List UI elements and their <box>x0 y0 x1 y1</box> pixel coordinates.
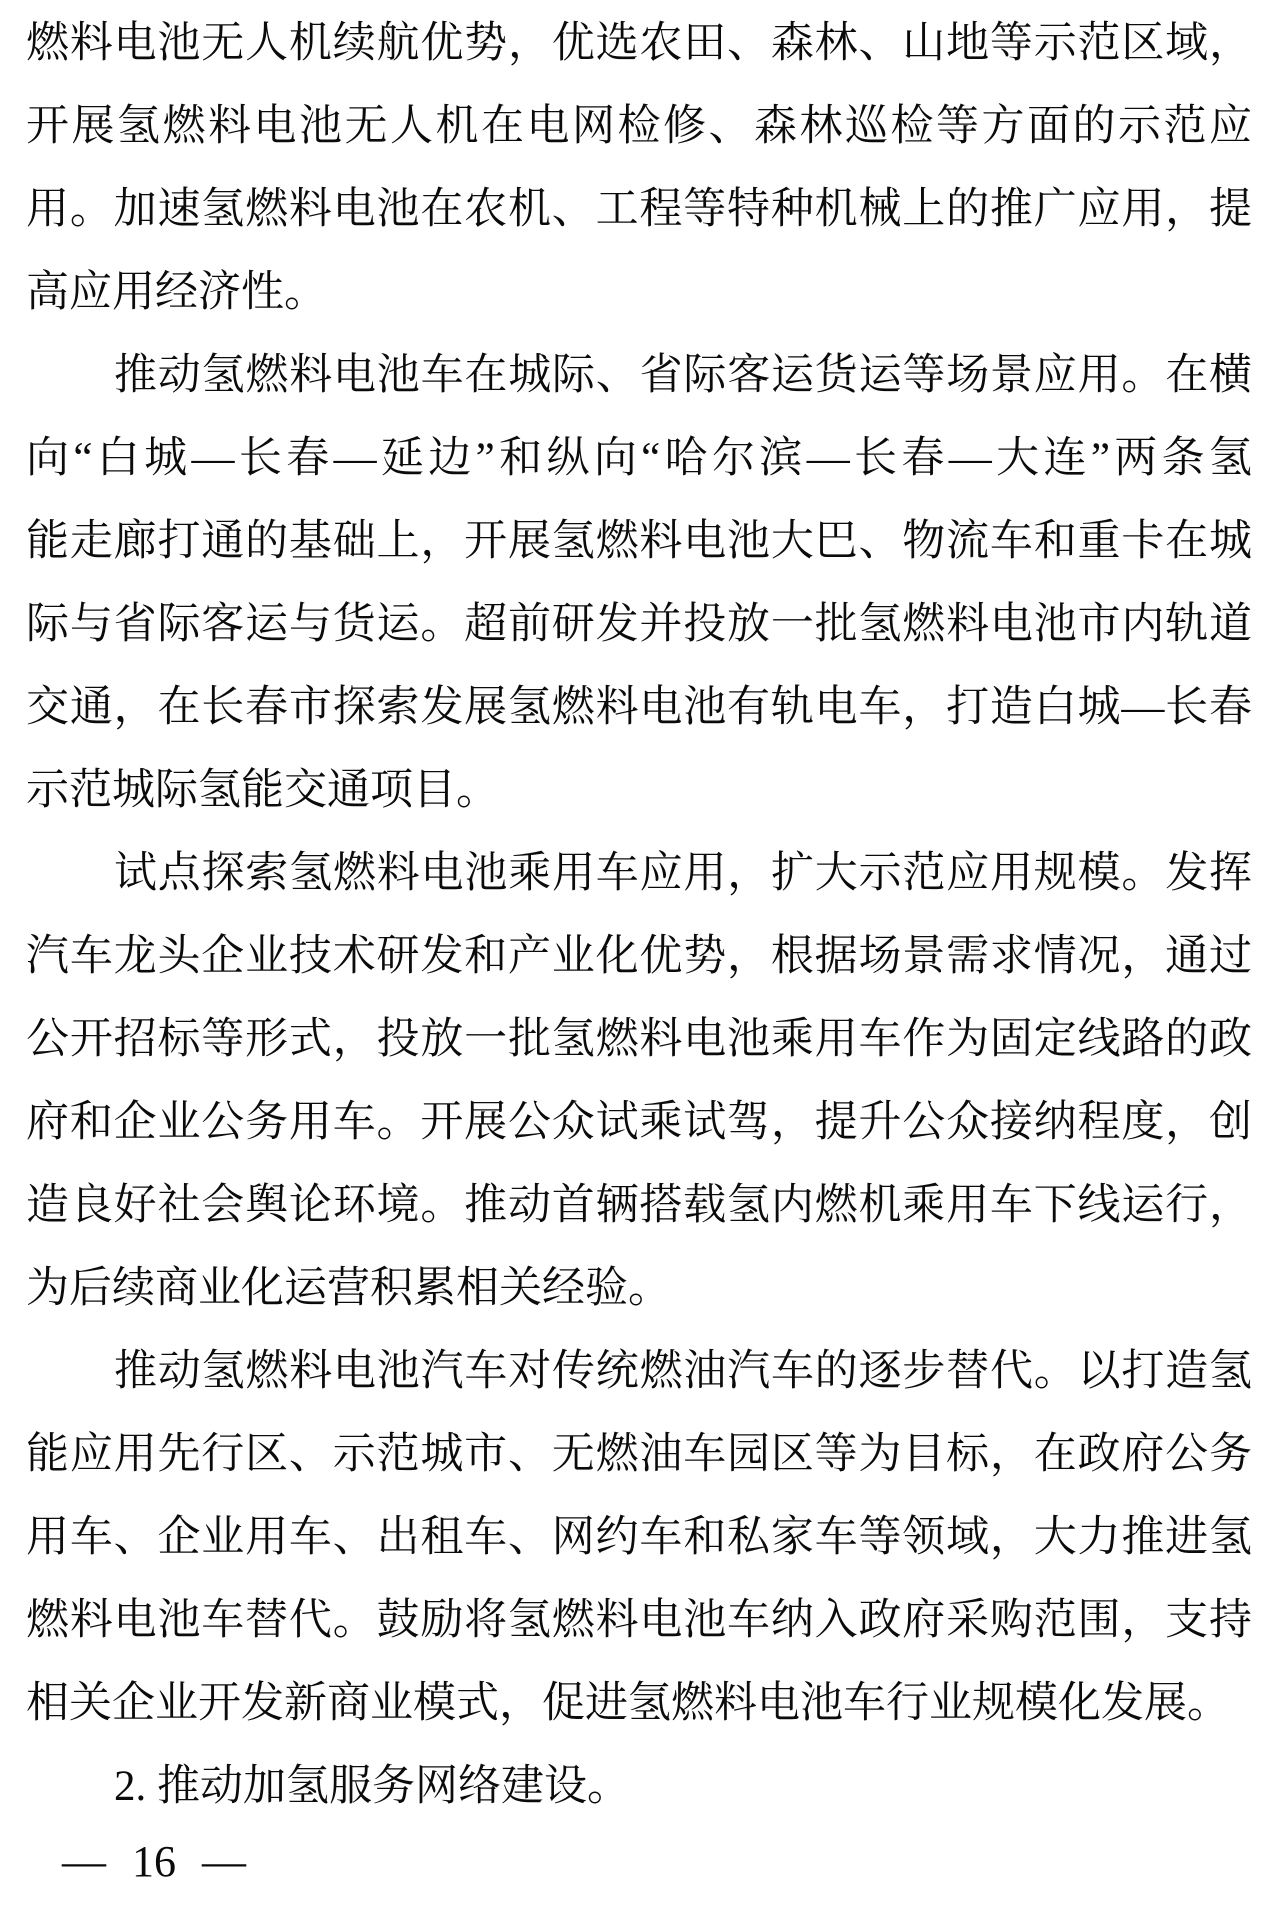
text-line: 能走廊打通的基础上，开展氢燃料电池大巴、物流车和重卡在城 <box>26 518 1252 565</box>
text-line: 交通，在长春市探索发展氢燃料电池有轨电车，打造白城—长春 <box>26 684 1252 731</box>
text-line: 用车、企业用车、出租车、网约车和私家车等领域，大力推进氢 <box>26 1514 1252 1561</box>
text-line: 2. 推动加氢服务网络建设。 <box>114 1763 630 1810</box>
footer-dash-right: — <box>202 1837 246 1886</box>
page-number: 16 <box>132 1837 176 1886</box>
text-line: 高应用经济性。 <box>26 269 327 316</box>
text-line: 汽车龙头企业技术研发和产业化优势，根据场景需求情况，通过 <box>26 933 1252 980</box>
text-line: 推动氢燃料电池汽车对传统燃油汽车的逐步替代。以打造氢 <box>114 1348 1252 1395</box>
document-body <box>26 2 1252 1828</box>
text-line: 为后续商业化运营积累相关经验。 <box>26 1265 671 1312</box>
text-line: 推动氢燃料电池车在城际、省际客运货运等场景应用。在横 <box>114 352 1252 399</box>
text-line: 示范城际氢能交通项目。 <box>26 767 499 814</box>
page-footer <box>62 1832 246 1892</box>
text-line: 试点探索氢燃料电池乘用车应用，扩大示范应用规模。发挥 <box>114 850 1252 897</box>
paragraph-intercity-transport <box>26 334 1252 832</box>
text-line: 相关企业开发新商业模式，促进氢燃料电池车行业规模化发展。 <box>26 1680 1230 1727</box>
paragraph-passenger-vehicle-pilot <box>26 832 1252 1330</box>
text-line: 开展氢燃料电池无人机在电网检修、森林巡检等方面的示范应 <box>26 103 1252 150</box>
paragraph-fuel-vehicle-replacement <box>26 1330 1252 1745</box>
paragraph-heading-refueling-network <box>26 1745 1252 1828</box>
footer-dash-left: — <box>62 1837 106 1886</box>
text-line: 公开招标等形式，投放一批氢燃料电池乘用车作为固定线路的政 <box>26 1016 1252 1063</box>
text-line: 府和企业公务用车。开展公众试乘试驾，提升公众接纳程度，创 <box>26 1099 1252 1146</box>
text-line: 向“白城—长春—延边”和纵向“哈尔滨—长春—大连”两条氢 <box>26 435 1252 482</box>
paragraph-uav-applications <box>26 2 1252 334</box>
text-line: 燃料电池无人机续航优势，优选农田、森林、山地等示范区域， <box>26 20 1252 67</box>
text-line: 燃料电池车替代。鼓励将氢燃料电池车纳入政府采购范围，支持 <box>26 1597 1252 1644</box>
text-line: 际与省际客运与货运。超前研发并投放一批氢燃料电池市内轨道 <box>26 601 1252 648</box>
text-line: 能应用先行区、示范城市、无燃油车园区等为目标，在政府公务 <box>26 1431 1252 1478</box>
text-line: 造良好社会舆论环境。推动首辆搭载氢内燃机乘用车下线运行， <box>26 1182 1252 1229</box>
text-line: 用。加速氢燃料电池在农机、工程等特种机械上的推广应用，提 <box>26 186 1252 233</box>
